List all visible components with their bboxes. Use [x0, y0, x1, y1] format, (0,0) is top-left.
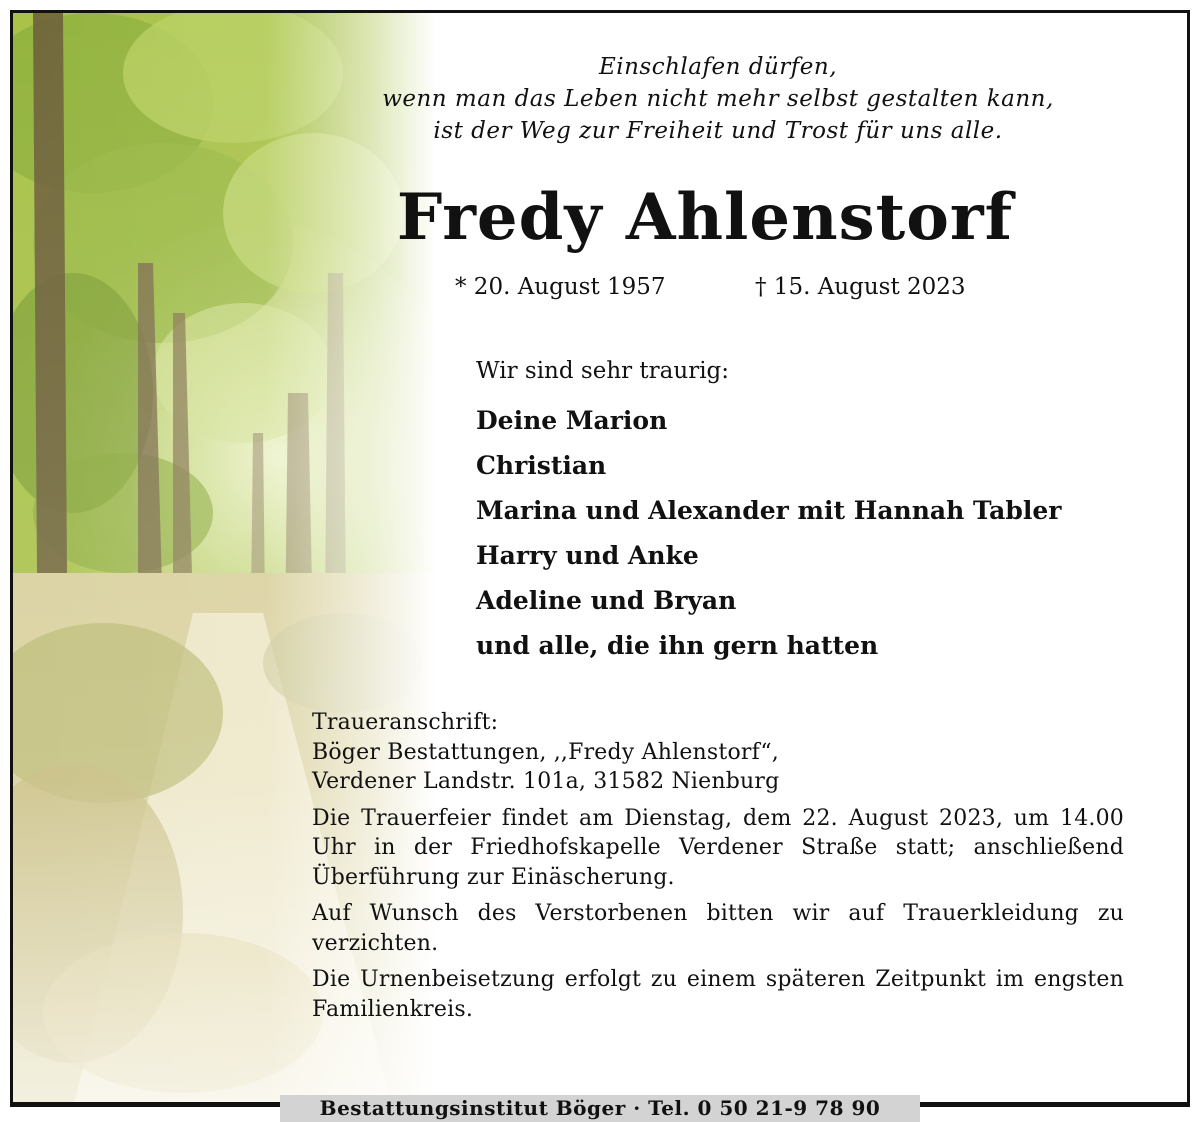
ceremony-notice: Die Trauerfeier findet am Dienstag, dem 22. August 2023, um 14.00 Uhr in der Friedhofskapelle Verdener Straße statt; anschließend Überführung zur Einäscherung.	[312, 805, 1124, 890]
address-line: Böger Bestattungen, ,,Fredy Ahlenstorf“,	[312, 739, 779, 765]
mourner-name: Adeline und Bryan	[476, 586, 737, 615]
funeral-home-footer: Bestattungsinstitut Böger · Tel. 0 50 21-9 78 90	[280, 1095, 920, 1122]
mourner-name: Harry und Anke	[476, 541, 699, 570]
funeral-information	[312, 708, 1124, 1024]
mourners-list	[476, 398, 1061, 668]
death-date: † 15. August 2023	[755, 274, 966, 300]
poem-line: Einschlafen dürfen,	[598, 54, 838, 80]
mourner-name: Marina und Alexander mit Hannah Tabler	[476, 496, 1062, 525]
deceased-name: Fredy Ahlenstorf	[396, 180, 1014, 255]
birth-date: * 20. August 1957	[455, 274, 666, 300]
mourning-address	[312, 708, 1124, 797]
poem-line: wenn man das Leben nicht mehr selbst gestalten kann,	[382, 86, 1054, 112]
address-line: Verdener Landstr. 101a, 31582 Nienburg	[312, 769, 780, 794]
mourner-name: Deine Marion	[476, 406, 668, 435]
mourning-intro: Wir sind sehr traurig:	[476, 358, 730, 384]
address-label: Traueranschrift:	[312, 710, 499, 735]
burial-notice: Die Urnenbeisetzung erfolgt zu einem späteren Zeitpunkt im engsten Familienkreis.	[312, 967, 1124, 1022]
poem-verse	[353, 51, 1083, 147]
mourner-name: und alle, die ihn gern hatten	[476, 631, 879, 660]
mourner-name: Christian	[476, 451, 607, 480]
clothing-notice: Auf Wunsch des Verstorbenen bitten wir auf Trauerkleidung zu verzichten.	[312, 901, 1124, 956]
poem-line: ist der Weg zur Freiheit und Trost für uns alle.	[433, 118, 1003, 144]
